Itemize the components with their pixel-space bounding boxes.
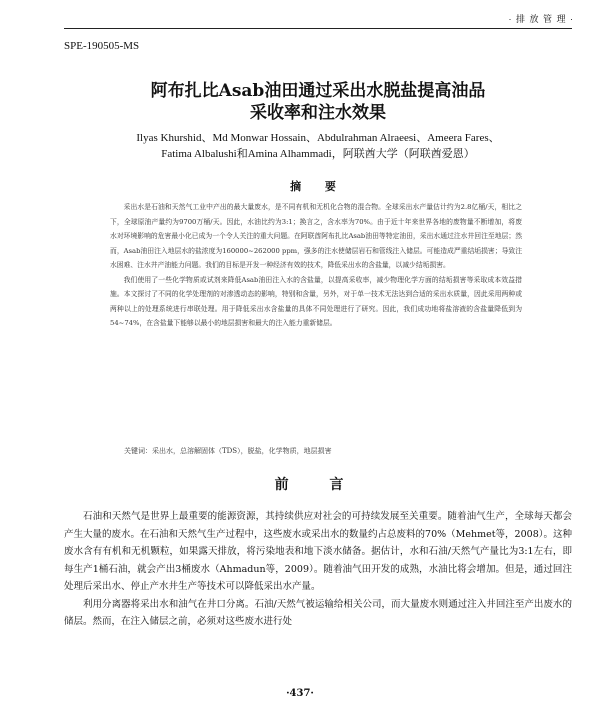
header-divider [64,28,572,29]
page-number: ·437· [286,688,314,699]
paper-title [64,80,572,124]
paper-code: SPE-190505-MS [64,40,140,52]
paper-title-line-2: 采收率和注水效果 [250,103,386,123]
abstract-body [110,200,522,331]
introduction-body [64,508,572,631]
section-title-introduction: 前 言 [274,477,362,493]
authors [64,130,572,162]
abstract-heading: 摘 要 [290,180,346,193]
introduction-paragraph-2: 利用分离器将采出水和油气在井口分离。石油/天然气被运输给相关公司，而大量废水则通过注入井回注至产出废水的储层。然而，在注入储层之前，必须对这些废水进行处 [64,598,572,627]
abstract-paragraph-1: 采出水是石油和天然气工业中产出的最大量废水，是不同有机和无机化合物的混合物。全球采出水产量估计约为2.8亿桶/天，相比之下，全球原油产量约为9700万桶/天。因此，水油比约为3:1；换言之，含水率为70%。由于近十年来世界各地的废物量不断增加，将废水对环境影响的危害最小化已成为一个令人关注的重大问题。在阿联酋阿布扎比Asab油田等特定油田，采出水通过注水井回注至地层；然而，Asab油田注入地层水的盐浓度为160000~262000 ppm，强多的注水使储层岩石和管线注入储层。可能造成严重结垢损害；导致注水困难、注水井产油能力问题。我们的目标是开发一种经济有效的技术，降低采出水的含盐量，以减少结垢损害。 [110,203,522,269]
paper-title-line-1: 阿布扎比Asab油田通过采出水脱盐提高油品 [150,81,486,101]
authors-line-1: Ilyas Khurshid、Md Monwar Hossain、Abdulrahman Alraeesi、Ameera Fares、 [136,132,500,144]
introduction-paragraph-1: 石油和天然气是世界上最重要的能源资源，其持续供应对社会的可持续发展至关重要。随着油气生产，全球每天都会产生大量的废水。在石油和天然气生产过程中，这些废水或采出水的数量约占总废料的70%（Mehmet等，2008）。这种废水含有有机和无机颗粒，如果露天排放，将污染地表和地下淡水储备。据估计，水和石油/天然气产量比为3:1左右，即每生产1桶石油，就会产出3桶废水（Ahmadun等，2009）。随着油气田开发的成熟，水油比将会增加。但是，通过回注处理后采出水、停止产水井生产等技术可以降低采出水产量。 [64,511,572,592]
journal-section-label: · 排 放 管 理 · [508,14,574,24]
authors-line-2: Fatima Albalushi和Amina Alhammadi，阿联酋大学（阿联酋爱恩） [161,148,475,160]
keywords: 关键词：采出水，总溶解固体（TDS），脱盐，化学物质，地层损害 [124,447,332,455]
abstract-paragraph-2: 我们使用了一些化学物质或试剂来降低Asab油田注入水的含盐量，以提高采收率，减少物理化学方面的结垢损害等采取成本效益措施。本文探讨了不同的化学处理剂的对渗透动态的影响，特别和含量，另外，对于单一技术无法达到合适的采出水质量，因此采用两种或两种以上的处理系统进行串联处理。用于降低采出水含盐量的具体不同处理进行了研究。因此，我们成功地将盐溶液的含盐量降低到为54~74%，在含盐量下能够以最小的地层损害和最大的注入能力重新储层。 [110,275,522,327]
